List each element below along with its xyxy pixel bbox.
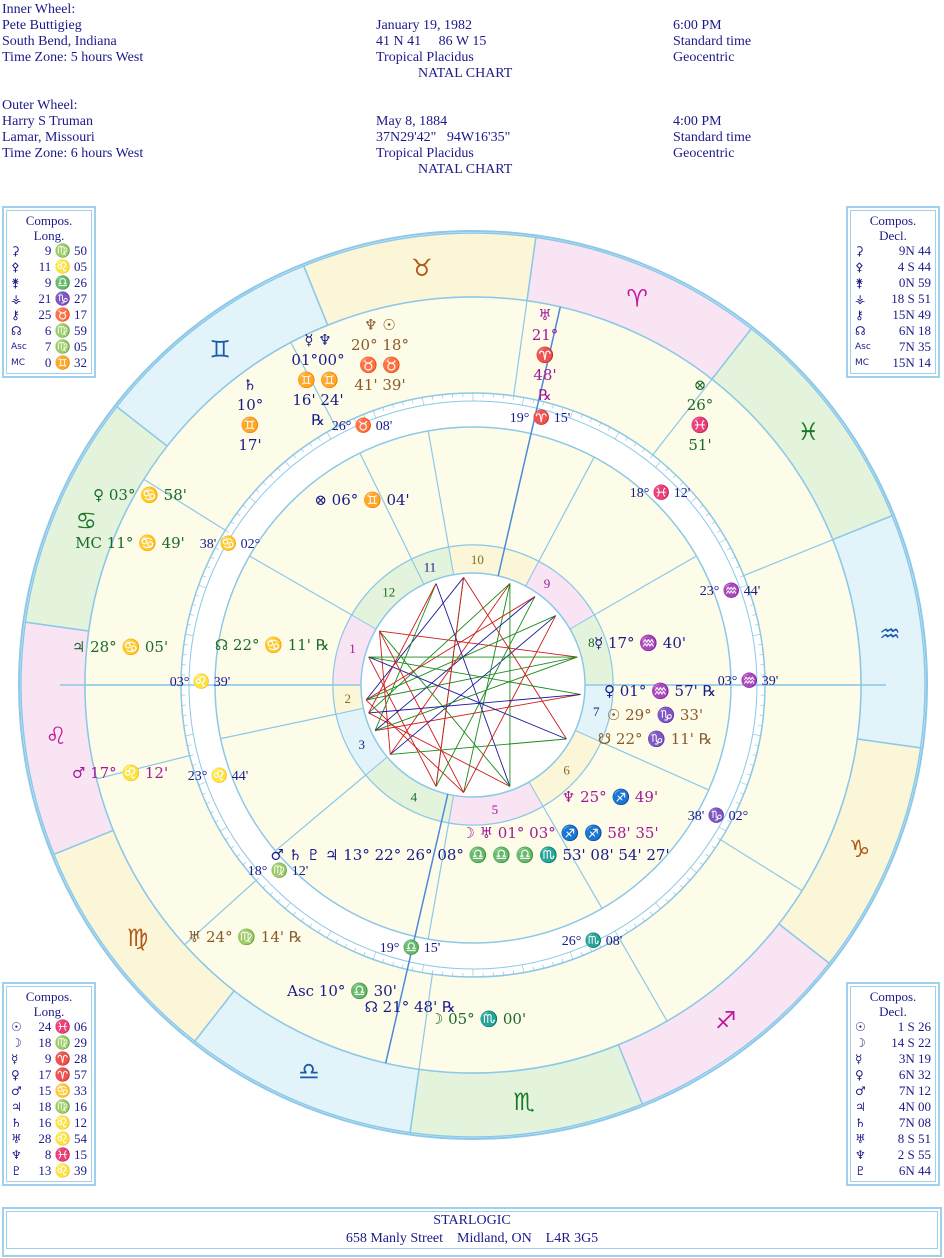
- box-inner: [6, 986, 92, 1182]
- outer-planet-text: ☊ 21° 48' ℞: [364, 998, 456, 1016]
- cusp-label: 19° ♎ 15': [379, 941, 441, 956]
- outer-planet-text: ♊ ♊: [296, 371, 340, 389]
- planet-glyph-icon: ☊: [11, 324, 22, 338]
- outer-wheel-name: Harry S Truman: [2, 114, 94, 129]
- box-title: Compos.: [869, 213, 917, 228]
- box-row: [11, 259, 87, 275]
- cusp-label: 18° ♓ 12': [629, 486, 691, 501]
- box-row: [855, 1019, 931, 1035]
- box-row: [11, 339, 87, 355]
- box-value: 13 ♌ 39: [38, 1163, 87, 1178]
- inner-planet-label: ☿ 17° ♒ 40': [594, 634, 686, 652]
- box-row: [855, 291, 931, 307]
- house-number: 8: [588, 634, 595, 650]
- box-value: 28 ♌ 54: [38, 1131, 87, 1146]
- box-value: 4 S 44: [897, 259, 931, 274]
- outer-planet-text: ♈: [535, 346, 555, 364]
- inner-wheel-place: South Bend, Indiana: [2, 34, 117, 49]
- outer-planet-text: ☿ ♆: [304, 331, 332, 349]
- box-title: Compos.: [869, 989, 917, 1004]
- inner-planet-label: ☊ 22° ♋ 11' ℞: [214, 636, 330, 654]
- footer-inner: [6, 1211, 938, 1249]
- planet-glyph-icon: MC: [11, 358, 26, 368]
- box-value: 18 ♍ 29: [38, 1035, 87, 1050]
- footer-address: 658 Manly Street Midland, ON L4R 3G5: [345, 1231, 599, 1246]
- outer-wheel-timezone: Time Zone: 6 hours West: [2, 146, 144, 161]
- box-value: 9 ♎ 26: [44, 275, 87, 290]
- cusp-label: 23° ♒ 44': [699, 584, 761, 599]
- box-value: 8 ♓ 15: [44, 1147, 87, 1162]
- zodiac-sign-icon: ♒: [879, 619, 901, 648]
- outer-planet-text: MC 11° ♋ 49': [75, 534, 185, 552]
- outer-planet-label: [93, 486, 187, 504]
- box-value: 7N 35: [898, 339, 931, 354]
- inner-planet-label: ⊗ 06° ♊ 04': [314, 491, 410, 509]
- box-value: 6 ♍ 59: [44, 323, 87, 338]
- inner-planet-label: ☋ 22° ♑ 11' ℞: [597, 730, 713, 748]
- cusp-label: 38' ♑ 02°: [687, 809, 749, 824]
- planet-glyph-icon: ♄: [855, 1116, 866, 1130]
- outer-wheel-date: May 8, 1884: [376, 114, 448, 129]
- planet-glyph-icon: Asc: [855, 342, 871, 352]
- outer-planet-text: ♅ 24° ♍ 14' ℞: [187, 928, 303, 946]
- planet-glyph-icon: ☉: [11, 1020, 22, 1034]
- inner-wheel-label: Inner Wheel:: [2, 2, 76, 17]
- inner-wheel-name: Pete Buttigieg: [2, 18, 82, 33]
- planet-glyph-icon: ⚴: [11, 260, 20, 274]
- outer-planet-text: ♓: [690, 416, 710, 434]
- outer-planet-text: ℞: [311, 411, 325, 429]
- box-value: 17 ♈ 57: [38, 1067, 87, 1082]
- box-row: [855, 1115, 931, 1131]
- outer-planet-text: 10°: [236, 396, 264, 414]
- box-row: [855, 1083, 931, 1099]
- inner-planet-label: ☽ ♅ 01° 03° ♐ ♐ 58' 35': [461, 824, 659, 842]
- outer-planet-text: 17': [238, 436, 262, 454]
- house-number: 5: [491, 802, 499, 818]
- outer-wheel-place: Lamar, Missouri: [2, 130, 95, 145]
- box-title: Compos.: [25, 213, 73, 228]
- outer-planet-text: 51': [688, 436, 712, 454]
- zodiac-sign-icon: ♐: [715, 1006, 737, 1035]
- outer-planet-text: ℞: [538, 386, 552, 404]
- planet-glyph-icon: ♇: [11, 1164, 22, 1178]
- box-value: 15N 14: [892, 355, 931, 370]
- outer-planet-text: 48': [533, 366, 557, 384]
- box-value: 7N 12: [898, 1083, 931, 1098]
- planet-glyph-icon: ♅: [855, 1132, 866, 1146]
- zodiac-sign-icon: ♍: [126, 923, 149, 952]
- inner-wheel-time: 6:00 PM: [673, 18, 722, 33]
- box-value: 16 ♌ 12: [38, 1115, 87, 1130]
- outer-planet-label: [75, 534, 185, 552]
- box-value: 18 S 51: [891, 291, 931, 306]
- box-row: [11, 1099, 87, 1115]
- box-row: [11, 1163, 87, 1179]
- outer-planet-label: [188, 928, 302, 946]
- box-value: 9 ♍ 50: [44, 243, 87, 258]
- box-value: 21 ♑ 27: [38, 291, 87, 306]
- box-title: Decl.: [879, 228, 907, 243]
- outer-planet-text: 26°: [686, 396, 714, 414]
- outer-planet-text: ♄: [243, 376, 257, 394]
- house-number: 2: [344, 691, 351, 707]
- planet-glyph-icon: ☽: [855, 1036, 866, 1050]
- box-row: [11, 291, 87, 307]
- outer-wheel-coords: 37N29'42" 94W16'35": [376, 130, 511, 145]
- composite-declination-box-bottom: [846, 982, 940, 1186]
- planet-glyph-icon: ☊: [855, 324, 866, 338]
- planet-glyph-icon: ♃: [855, 1100, 866, 1114]
- outer-planet-text: ♆ ☉: [364, 316, 396, 334]
- zodiac-sign-icon: ♌: [45, 722, 67, 751]
- box-value: 4N 00: [898, 1099, 931, 1114]
- cusp-label: 03° ♌ 39': [169, 675, 231, 690]
- inner-planet-label: ♀ 01° ♒ 57' ℞: [604, 682, 716, 700]
- composite-longitude-box-bottom: [2, 982, 96, 1186]
- box-value: 0N 59: [898, 275, 931, 290]
- planet-glyph-icon: ⚳: [855, 244, 864, 258]
- box-row: [11, 1019, 87, 1035]
- box-row: [855, 259, 931, 275]
- house-number: 6: [563, 762, 570, 778]
- box-value: 11 ♌ 05: [38, 259, 87, 274]
- box-row: [11, 1115, 87, 1131]
- planet-glyph-icon: ♀: [855, 1068, 864, 1082]
- outer-planet-text: Asc 10° ♎ 30': [287, 982, 397, 1000]
- planet-glyph-icon: ♃: [11, 1100, 22, 1114]
- inner-wheel-chart-type: NATAL CHART: [418, 66, 513, 81]
- house-number: 10: [470, 552, 484, 568]
- outer-planet-label: [72, 638, 168, 656]
- composite-declination-box-top: [846, 206, 940, 378]
- inner-planet-label: ♆ 25° ♐ 49': [561, 788, 659, 806]
- inner-wheel-timezone: Time Zone: 5 hours West: [2, 50, 144, 65]
- box-value: 24 ♓ 06: [38, 1019, 87, 1034]
- zodiac-sign-icon: ♓: [797, 418, 820, 447]
- planet-glyph-icon: MC: [855, 358, 870, 368]
- cusp-label: 26° ♏ 08': [561, 934, 623, 949]
- box-row: [855, 355, 931, 371]
- planet-glyph-icon: ♆: [855, 1148, 866, 1162]
- box-value: 1 S 26: [897, 1019, 931, 1034]
- house-number: 7: [592, 704, 600, 720]
- box-value: 6N 18: [898, 323, 931, 338]
- inner-planet-label: ☉ 29° ♑ 33': [606, 706, 704, 724]
- box-row: [855, 243, 931, 259]
- inner-planet-label: ♂ ♄ ♇ ♃ 13° 22° 26° 08° ♎ ♎ ♎ ♏ 53' 08' 54' 27': [270, 846, 670, 864]
- house-number: 1: [349, 641, 356, 657]
- zodiac-sign-icon: ♉: [411, 254, 433, 283]
- box-title: Long.: [33, 1004, 65, 1019]
- planet-glyph-icon: ⚶: [855, 292, 866, 306]
- planet-glyph-icon: ⚴: [855, 260, 864, 274]
- footer: [2, 1207, 942, 1257]
- box-row: [855, 1035, 931, 1051]
- box-row: [11, 307, 87, 323]
- outer-planet-text: ⊗: [693, 376, 707, 394]
- box-value: 7 ♍ 05: [44, 339, 87, 354]
- box-row: [855, 275, 931, 291]
- outer-planet-text: ♊: [240, 416, 260, 434]
- planet-glyph-icon: ⚳: [11, 244, 20, 258]
- box-row: [11, 1035, 87, 1051]
- planet-glyph-icon: ♄: [11, 1116, 22, 1130]
- box-row: [11, 243, 87, 259]
- outer-wheel-time: 4:00 PM: [673, 114, 722, 129]
- box-row: [855, 1163, 931, 1179]
- cusp-label: 19° ♈ 15': [509, 411, 571, 426]
- box-row: [11, 323, 87, 339]
- planet-glyph-icon: ♇: [855, 1164, 866, 1178]
- cusp-label: 23° ♌ 44': [187, 769, 249, 784]
- box-value: 15 ♋ 33: [38, 1083, 87, 1098]
- zodiac-sign-icon: ♊: [209, 335, 231, 364]
- house-number: 11: [423, 559, 437, 575]
- outer-planet-text: ♉ ♉: [358, 356, 402, 374]
- planet-glyph-icon: ♀: [11, 1068, 20, 1082]
- box-value: 7N 08: [898, 1115, 931, 1130]
- outer-wheel-chart-type: NATAL CHART: [418, 162, 513, 177]
- box-row: [855, 1147, 931, 1163]
- outer-planet-text: ♃ 28° ♋ 05': [71, 638, 169, 656]
- inner-wheel-date: January 19, 1982: [376, 18, 473, 33]
- box-value: 0 ♊ 32: [44, 355, 87, 370]
- box-title: Decl.: [879, 1004, 907, 1019]
- box-row: [11, 1067, 87, 1083]
- inner-wheel-time-type: Standard time: [673, 34, 752, 49]
- planet-glyph-icon: ♂: [11, 1084, 22, 1098]
- cusp-label: 03° ♒ 39': [717, 674, 779, 689]
- zodiac-sign-icon: ♑: [848, 835, 871, 864]
- zodiac-sign-icon: ♈: [626, 284, 648, 313]
- box-inner: [850, 986, 936, 1182]
- box-title: Compos.: [25, 989, 73, 1004]
- cusp-label: 26° ♉ 08': [331, 419, 393, 434]
- box-value: 9 ♈ 28: [44, 1051, 87, 1066]
- planet-glyph-icon: ⚷: [11, 308, 20, 322]
- outer-wheel-time-type: Standard time: [673, 130, 752, 145]
- outer-wheel-system: Tropical Placidus: [376, 146, 474, 161]
- footer-company: STARLOGIC: [433, 1213, 511, 1228]
- outer-planet-text: 41' 39': [354, 376, 406, 394]
- box-inner: [850, 210, 936, 374]
- box-value: 14 S 22: [891, 1035, 931, 1050]
- planet-glyph-icon: ♅: [11, 1132, 22, 1146]
- box-row: [11, 275, 87, 291]
- zodiac-sign-icon: ♏: [513, 1087, 535, 1116]
- inner-wheel-system: Tropical Placidus: [376, 50, 474, 65]
- inner-wheel-coords: 41 N 41 86 W 15: [376, 34, 487, 49]
- box-row: [11, 1147, 87, 1163]
- outer-planet-label: [72, 764, 168, 782]
- house-number: 3: [358, 737, 365, 753]
- planet-glyph-icon: ☽: [11, 1036, 22, 1050]
- planet-glyph-icon: ☿: [11, 1052, 19, 1066]
- planet-glyph-icon: ⚶: [11, 292, 22, 306]
- planet-glyph-icon: ♆: [11, 1148, 22, 1162]
- outer-planet-text: ♅: [538, 306, 552, 324]
- cusp-label: 38' ♋ 02°: [199, 537, 261, 552]
- box-row: [855, 339, 931, 355]
- outer-planet-text: 21°: [531, 326, 559, 344]
- outer-wheel-view: Geocentric: [673, 146, 735, 161]
- box-row: [855, 1099, 931, 1115]
- box-value: 18 ♍ 16: [38, 1099, 87, 1114]
- box-row: [855, 1051, 931, 1067]
- planet-glyph-icon: ☿: [855, 1052, 863, 1066]
- planet-glyph-icon: ♂: [855, 1084, 866, 1098]
- planet-glyph-icon: ⚷: [855, 308, 864, 322]
- box-value: 2 S 55: [897, 1147, 931, 1162]
- house-number: 4: [410, 789, 418, 805]
- outer-planet-text: 16' 24': [292, 391, 344, 409]
- zodiac-sign-icon: ♋: [75, 506, 98, 535]
- box-value: 9N 44: [898, 243, 931, 258]
- outer-planet-label: [430, 1010, 526, 1028]
- outer-planet-text: 01°00°: [291, 351, 345, 369]
- box-row: [11, 355, 87, 371]
- inner-wheel-view: Geocentric: [673, 50, 735, 65]
- box-value: 3N 19: [898, 1051, 931, 1066]
- box-row: [855, 323, 931, 339]
- box-row: [855, 307, 931, 323]
- outer-wheel-label: Outer Wheel:: [2, 98, 78, 113]
- house-number: 12: [382, 584, 396, 600]
- planet-glyph-icon: ☉: [855, 1020, 866, 1034]
- planet-glyph-icon: ⚵: [11, 276, 20, 290]
- box-row: [11, 1083, 87, 1099]
- box-row: [11, 1131, 87, 1147]
- outer-planet-text: ♂ 17° ♌ 12': [71, 764, 169, 782]
- box-inner: [6, 210, 92, 374]
- house-number: 9: [543, 576, 551, 592]
- outer-planet-text: 20° 18°: [351, 336, 409, 354]
- box-value: 25 ♉ 17: [38, 307, 87, 322]
- zodiac-sign-icon: ♎: [298, 1057, 320, 1086]
- box-value: 8 S 51: [897, 1131, 931, 1146]
- box-row: [855, 1067, 931, 1083]
- box-value: 6N 44: [898, 1163, 931, 1178]
- planet-glyph-icon: ⚵: [855, 276, 864, 290]
- outer-planet-text: ☽ 05° ♏ 00': [429, 1010, 527, 1028]
- cusp-label: 18° ♍ 12': [247, 864, 309, 879]
- box-value: 6N 32: [898, 1067, 931, 1082]
- outer-planet-text: ♀ 03° ♋ 58': [93, 486, 187, 504]
- planet-glyph-icon: Asc: [11, 342, 27, 352]
- box-title: Long.: [33, 228, 65, 243]
- box-value: 15N 49: [892, 307, 931, 322]
- box-row: [855, 1131, 931, 1147]
- composite-longitude-box-top: [2, 206, 96, 378]
- box-row: [11, 1051, 87, 1067]
